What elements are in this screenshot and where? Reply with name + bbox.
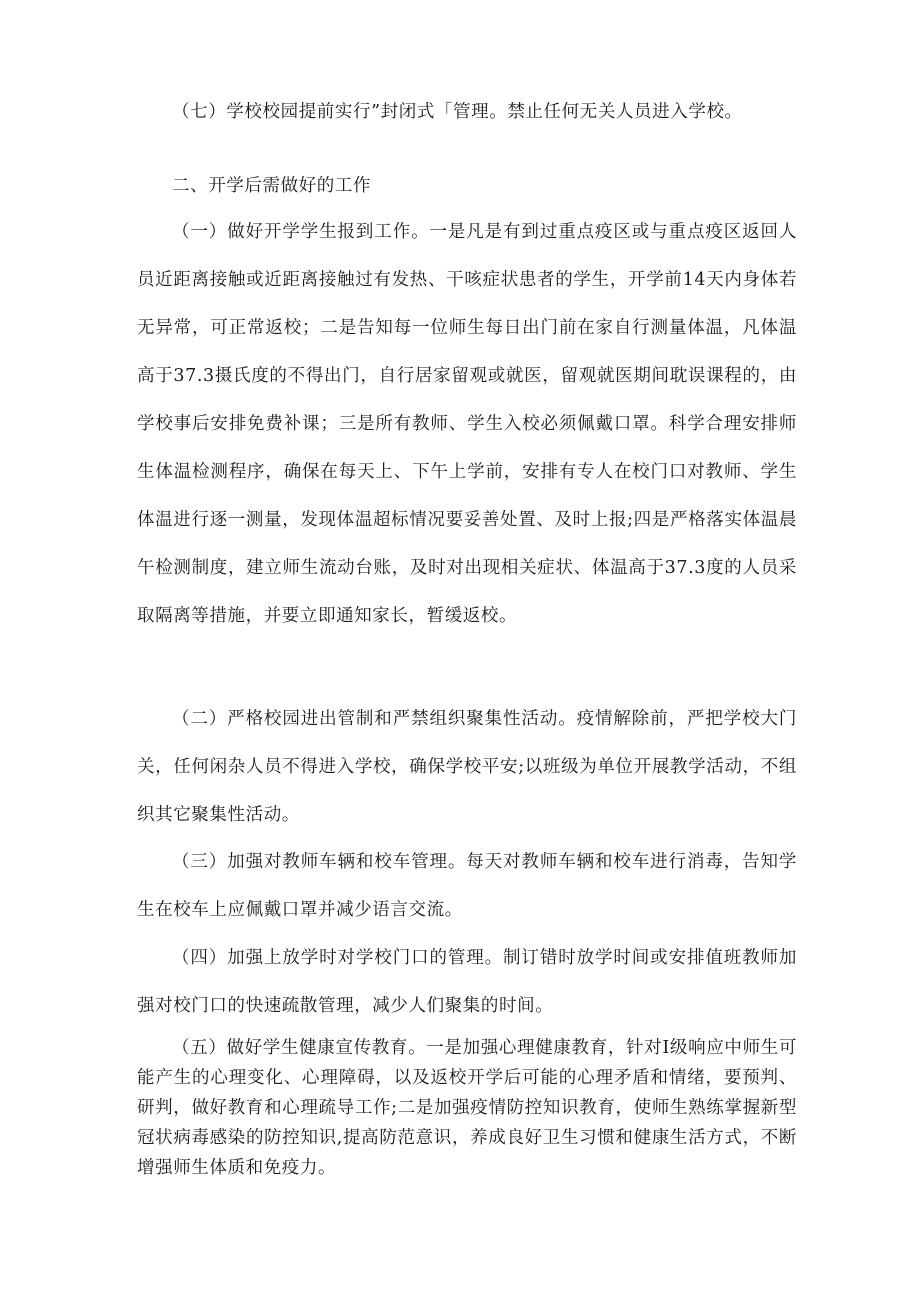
paragraph-school-closed-management: （七）学校校园提前实行”封闭式「管理。禁止任何无关人员进入学校。 [172, 102, 743, 122]
paragraph-health-education: （五）做好学生健康宣传教育。一是加强心理健康教育，针对Ⅰ级响应中师生可能产生的心理变化、心理障碍，以及返校开学后可能的心理矛盾和情绪，要预判、研判，做好教育和心理疏导工作;二是加强疫情防控知识教育，使师生熟练掌握新型冠状病毒感染的防控知识,提高防范意识，养成良好卫生习惯和健康生活方式，不断增强师生体质和免疫力。 [137, 1038, 797, 1178]
paragraph-campus-access-control: （二）严格校园进出管制和严禁组织聚集性活动。疫情解除前，严把学校大门关，任何闲杂人员不得进入学校，确保学校平安;以班级为单位开展教学活动，不组织其它聚集性活动。 [137, 709, 797, 825]
paragraph-student-registration: （一）做好开学学生报到工作。一是凡是有到过重点疫区或与重点疫区返回人员近距离接触或近距离接触过有发热、干咳症状患者的学生，开学前14天内身体若无异常，可正常返校；二是告知每一位师生每日出门前在家自行测量体温，凡体温高于37.3摄氏度的不得出门，自行居家留观或就医，留观就医期间耽误课程的，由学校事后安排免费补课；三是所有教师、学生入校必须佩戴口罩。科学合理安排师生体温检测程序，确保在每天上、下午上学前，安排有专人在校门口对教师、学生体温进行逐一测量，发现体温超标情况要妥善处置、及时上报;四是严格落实体温晨午检测制度，建立师生流动台账，及时对出现相关症状、体温高于37.3度的人员采取隔离等措施，并要立即通知家长，暂缓返校。 [137, 222, 797, 626]
paragraph-school-gate-management: （四）加强上放学时对学校门口的管理。制订错时放学时间或安排值班教师加强对校门口的快速疏散管理，减少人们聚集的时间。 [137, 948, 797, 1016]
section-heading-after-school-opens: 二、开学后需做好的工作 [172, 176, 372, 196]
paragraph-vehicle-management: （三）加强对教师车辆和校车管理。每天对教师车辆和校车进行消毒，告知学生在校车上应佩戴口罩并减少语言交流。 [137, 852, 797, 920]
